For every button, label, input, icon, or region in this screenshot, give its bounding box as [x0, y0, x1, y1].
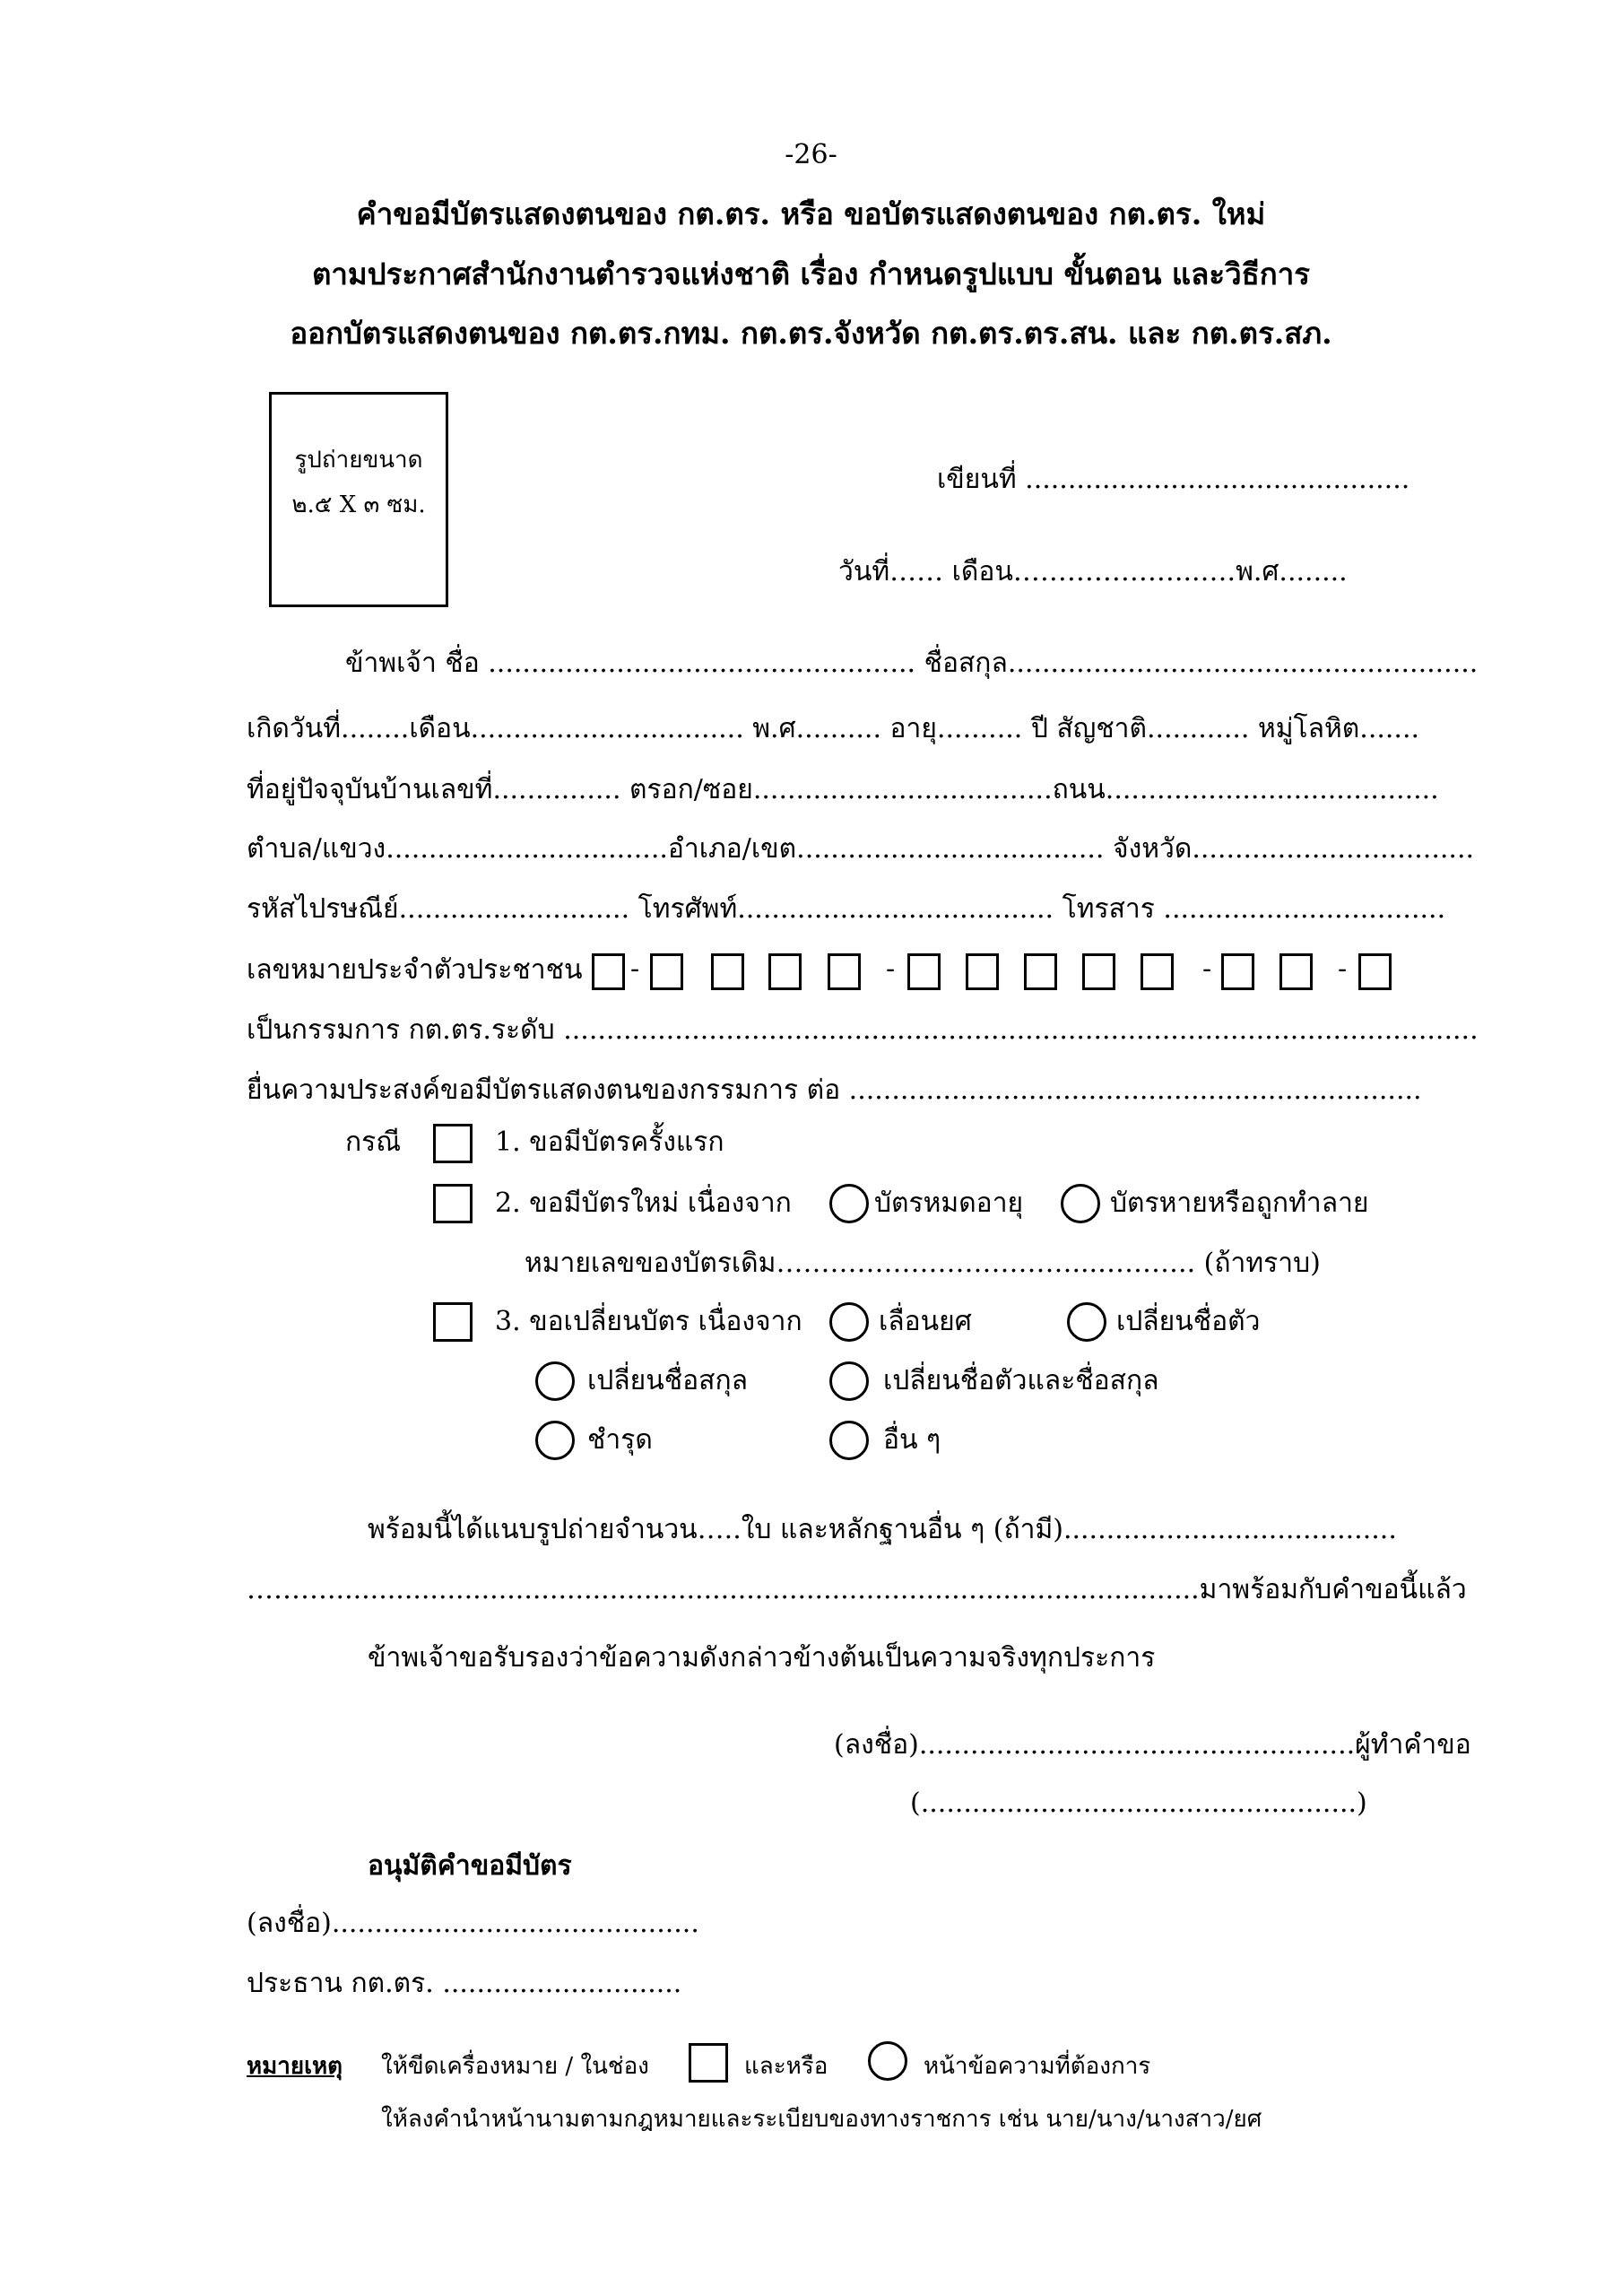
title-line-1: คำขอมีบัตรแสดงตนของ กต.ตร. หรือ ขอบัตรแสดงตนของ กต.ตร. ใหม่: [356, 196, 1266, 231]
case-3-label: 3. ขอเปลี่ยนบัตร เนื่องจาก: [495, 1306, 802, 1337]
id-digit-box[interactable]: [711, 953, 744, 990]
approver-signature-field[interactable]: (ลงชื่อ)...........................................: [247, 1908, 699, 1939]
case-3-firstname-label: เปลี่ยนชื่อตัว: [1116, 1306, 1261, 1337]
attachment-line-1[interactable]: พร้อมนี้ได้แนบรูปถ่ายจำนวน…..ใบ และหลักฐานอื่น ๆ (ถ้ามี).......................................: [368, 1514, 1397, 1545]
case-3-promotion-radio[interactable]: [829, 1302, 869, 1342]
id-digit-box[interactable]: [1221, 953, 1254, 990]
case-3-checkbox[interactable]: [433, 1302, 473, 1342]
id-digit-box[interactable]: [1141, 953, 1174, 990]
note-instruction-2: หน้าข้อความที่ต้องการ: [924, 2053, 1151, 2080]
note-and-or: และหรือ: [744, 2053, 828, 2080]
id-separator: -: [630, 953, 640, 985]
id-digit-box[interactable]: [592, 953, 625, 990]
id-digit-box[interactable]: [1082, 953, 1115, 990]
title-line-3: ออกบัตรแสดงตนของ กต.ตร.กทม. กต.ตร.จังหวัด กต.ตร.ตร.สน. และ กต.ตร.สภ.: [290, 316, 1332, 351]
photo-size-label: รูปถ่ายขนาด: [294, 447, 423, 474]
case-2-lost-radio[interactable]: [1061, 1184, 1100, 1223]
attachment-line-2[interactable]: ………......................................................................................................มาพร้อมกับคำขอนี้แล้ว: [247, 1574, 1467, 1605]
name-field[interactable]: ข้าพเจ้า ชื่อ .................................................. ชื่อสกุล.......................................................: [345, 648, 1479, 679]
id-separator: -: [886, 953, 896, 985]
committee-level-field[interactable]: เป็นกรรมการ กต.ตร.ระดับ ...........................................................................................................: [247, 1014, 1479, 1046]
applicant-signature-field[interactable]: (ลงชื่อ)...................................................ผู้ทำคำขอ: [834, 1729, 1471, 1761]
id-digit-box[interactable]: [828, 953, 861, 990]
page-number: -26-: [785, 139, 837, 170]
photo-size-value: ๒.๕ X ๓ ซม.: [291, 491, 426, 518]
case-3-other-radio[interactable]: [829, 1421, 869, 1460]
id-digit-box[interactable]: [1024, 953, 1057, 990]
case-3-surname-radio[interactable]: [535, 1361, 575, 1401]
case-3-both-names-label: เปลี่ยนชื่อตัวและชื่อสกุล: [883, 1365, 1159, 1396]
note-radio-sample: [868, 2041, 907, 2081]
id-number-label: เลขหมายประจำตัวประชาชน: [247, 954, 583, 986]
applicant-name-field[interactable]: (...................................................): [910, 1787, 1367, 1819]
note-instruction-3: ให้ลงคำนำหน้านามตามกฎหมายและระเบียบของทางราชการ เช่น นาย/นาง/นางสาว/ยศ: [381, 2106, 1262, 2133]
case-3-both-names-radio[interactable]: [829, 1361, 869, 1401]
case-2-checkbox[interactable]: [433, 1184, 473, 1223]
case-2-lost-label: บัตรหายหรือถูกทำลาย: [1110, 1187, 1369, 1219]
birth-field[interactable]: เกิดวันที่........เดือน................................ พ.ศ.......... อายุ.......... ปี สัญชาติ............ หมู่โลหิต.......: [247, 713, 1420, 744]
id-digit-box[interactable]: [768, 953, 802, 990]
case-3-firstname-radio[interactable]: [1067, 1302, 1106, 1342]
id-digit-box[interactable]: [1358, 953, 1392, 990]
old-card-number-field[interactable]: หมายเลขของบัตรเดิม……………………………...……….. (ถ้าทราบ): [525, 1248, 1321, 1279]
case-1-label: 1. ขอมีบัตรครั้งแรก: [495, 1126, 724, 1158]
title-line-2: ตามประกาศสำนักงานตำรวจแห่งชาติ เรื่อง กำหนดรูปแบบ ขั้นตอน และวิธีการ: [311, 257, 1311, 291]
id-separator: -: [1202, 953, 1212, 985]
case-3-promotion-label: เลื่อนยศ: [879, 1306, 972, 1337]
note-label: หมายเหตุ: [247, 2053, 343, 2080]
case-3-damaged-radio[interactable]: [535, 1421, 575, 1460]
id-digit-box[interactable]: [650, 953, 683, 990]
case-2-label: 2. ขอมีบัตรใหม่ เนื่องจาก: [495, 1187, 792, 1219]
address-field[interactable]: ที่อยู่ปัจจุบันบ้านเลขที่............... ตรอก/ซอย...................................ถนน.......................................: [247, 774, 1439, 805]
chairman-field[interactable]: ประธาน กต.ตร. ............................: [247, 1968, 682, 1999]
id-digit-box[interactable]: [1279, 953, 1313, 990]
purpose-field[interactable]: ยื่นความประสงค์ขอมีบัตรแสดงตนของกรรมการ ต่อ ...................................................................: [247, 1074, 1422, 1106]
id-digit-box[interactable]: [966, 953, 999, 990]
district-field[interactable]: ตำบล/แขวง.................................อำเภอ/เขต.................................... จังหวัด.................................: [247, 833, 1475, 865]
postal-phone-fax-field[interactable]: รหัสไปรษณีย์........................... โทรศัพท์..................................... โทรสาร .................................: [247, 893, 1446, 925]
case-label: กรณี: [345, 1126, 402, 1158]
case-3-other-label: อื่น ๆ: [883, 1424, 941, 1456]
note-instruction-1: ให้ขีดเครื่องหมาย / ในช่อง: [381, 2053, 649, 2080]
id-separator: -: [1338, 953, 1348, 985]
photo-box[interactable]: [269, 392, 448, 607]
case-3-damaged-label: ชำรุด: [587, 1424, 653, 1456]
case-3-surname-label: เปลี่ยนชื่อสกุล: [587, 1365, 749, 1396]
case-2-expired-radio[interactable]: [829, 1184, 869, 1223]
id-digit-box[interactable]: [907, 953, 941, 990]
case-1-checkbox[interactable]: [433, 1124, 473, 1163]
note-checkbox-sample: [689, 2043, 728, 2083]
case-2-expired-label: บัตรหมดอายุ: [874, 1187, 1024, 1219]
certification-text: ข้าพเจ้าขอรับรองว่าข้อความดังกล่าวข้างต้นเป็นความจริงทุกประการ: [368, 1642, 1156, 1674]
date-field[interactable]: วันที่…… เดือน………………...….พ.ศ........: [838, 556, 1348, 587]
approval-heading: อนุมัติคำขอมีบัตร: [368, 1850, 572, 1882]
written-at-field[interactable]: เขียนที่ .............................................: [937, 464, 1410, 495]
